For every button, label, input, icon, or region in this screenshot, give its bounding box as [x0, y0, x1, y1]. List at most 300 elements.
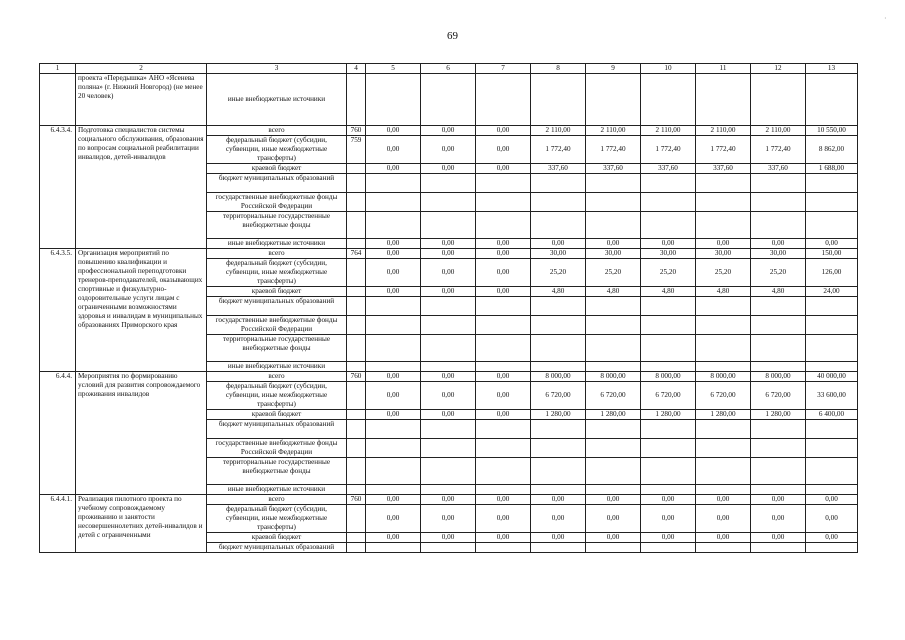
funding-source: федеральный бюджет (субсидии, субвенции, иные межбюджетные трансферты) [207, 136, 347, 164]
amount-cell: 0,00 [366, 505, 421, 533]
amount-cell [751, 362, 806, 372]
amount-cell [806, 458, 858, 485]
amount-cell: 25,20 [641, 259, 696, 287]
budget-row-total [40, 249, 858, 259]
grbs-code: 764 [347, 249, 366, 259]
amount-cell [751, 297, 806, 316]
amount-cell [366, 543, 421, 553]
grbs-code [347, 193, 366, 212]
amount-cell [421, 362, 476, 372]
column-number: 8 [531, 64, 586, 74]
amount-cell [696, 420, 751, 439]
amount-cell [751, 543, 806, 553]
grbs-code: 760 [347, 372, 366, 382]
amount-cell: 0,00 [421, 495, 476, 505]
amount-cell: 0,00 [476, 249, 531, 259]
section-code: 6.4.4.1. [40, 495, 76, 553]
grbs-code [347, 485, 366, 495]
amount-cell: 0,00 [476, 533, 531, 543]
amount-cell: 0,00 [421, 382, 476, 410]
activity-name: проекта «Передышка» АНО «Ясенева поляна» (г. Нижний Новгород) (не менее 20 человек) [76, 74, 207, 126]
amount-cell: 40 000,00 [806, 372, 858, 382]
amount-cell [421, 420, 476, 439]
grbs-code [347, 458, 366, 485]
amount-cell [751, 458, 806, 485]
amount-cell: 0,00 [476, 372, 531, 382]
amount-cell [641, 543, 696, 553]
amount-cell: 30,00 [751, 249, 806, 259]
amount-cell: 6 400,00 [806, 410, 858, 420]
amount-cell: 126,00 [806, 259, 858, 287]
funding-source: территориальные государственные внебюджетные фонды [207, 212, 347, 239]
amount-cell: 2 110,00 [531, 126, 586, 136]
grbs-code [347, 164, 366, 174]
amount-cell [641, 174, 696, 193]
amount-cell: 0,00 [586, 239, 641, 249]
amount-cell: 337,60 [531, 164, 586, 174]
amount-cell: 1 280,00 [641, 410, 696, 420]
amount-cell: 1 772,40 [531, 136, 586, 164]
amount-cell [641, 362, 696, 372]
grbs-code [347, 505, 366, 533]
section-code: 6.4.3.5. [40, 249, 76, 372]
column-number: 6 [421, 64, 476, 74]
grbs-code [347, 439, 366, 458]
amount-cell [586, 174, 641, 193]
funding-source: государственные внебюджетные фонды Российской Федерации [207, 439, 347, 458]
amount-cell: 0,00 [696, 239, 751, 249]
amount-cell [421, 193, 476, 212]
funding-source: краевой бюджет [207, 287, 347, 297]
amount-cell: 0,00 [421, 164, 476, 174]
amount-cell: 0,00 [421, 239, 476, 249]
amount-cell [366, 193, 421, 212]
amount-cell: 0,00 [806, 495, 858, 505]
amount-cell: 0,00 [531, 505, 586, 533]
amount-cell [806, 543, 858, 553]
amount-cell: 0,00 [421, 259, 476, 287]
section-name: Подготовка специалистов системы социального обслуживания, образования по вопросам социальной реабилитации инвалидов, детей-инвалидов [76, 126, 207, 249]
amount-cell [641, 485, 696, 495]
amount-cell [586, 335, 641, 362]
amount-cell: 0,00 [476, 239, 531, 249]
amount-cell: 0,00 [751, 505, 806, 533]
funding-source: всего [207, 495, 347, 505]
amount-cell: 0,00 [476, 259, 531, 287]
grbs-code [347, 259, 366, 287]
amount-cell: 33 600,00 [806, 382, 858, 410]
amount-cell: 0,00 [476, 164, 531, 174]
amount-cell: 0,00 [641, 495, 696, 505]
grbs-code: 760 [347, 126, 366, 136]
amount-cell [641, 193, 696, 212]
amount-cell: 0,00 [641, 533, 696, 543]
amount-cell [531, 335, 586, 362]
column-number: 2 [76, 64, 207, 74]
budget-row-total [40, 372, 858, 382]
amount-cell [586, 362, 641, 372]
grbs-code [347, 382, 366, 410]
column-number: 4 [347, 64, 366, 74]
amount-cell: 0,00 [366, 495, 421, 505]
section-name: Реализация пилотного проекта по учебному сопровождаемому проживанию и занятости несовершеннолетних детей-инвалидов и детей с ограниченными [76, 495, 207, 553]
funding-source: федеральный бюджет (субсидии, субвенции, иные межбюджетные трансферты) [207, 505, 347, 533]
amount-cell: 0,00 [641, 505, 696, 533]
amount-cell: 0,00 [531, 495, 586, 505]
grbs-code [347, 316, 366, 335]
amount-cell [806, 420, 858, 439]
amount-cell [366, 458, 421, 485]
amount-cell [806, 212, 858, 239]
amount-cell: 8 862,00 [806, 136, 858, 164]
amount-cell: 0,00 [751, 533, 806, 543]
column-number: 11 [696, 64, 751, 74]
grbs-code: 760 [347, 495, 366, 505]
grbs-code: 759 [347, 136, 366, 164]
amount-cell: 30,00 [641, 249, 696, 259]
amount-cell: 0,00 [421, 287, 476, 297]
column-number: 13 [806, 64, 858, 74]
column-number: 9 [586, 64, 641, 74]
amount-cell: 1 280,00 [586, 410, 641, 420]
amount-cell [751, 420, 806, 439]
amount-cell [531, 485, 586, 495]
amount-cell: 0,00 [366, 164, 421, 174]
amount-cell [421, 458, 476, 485]
amount-cell [476, 362, 531, 372]
funding-source: территориальные государственные внебюджетные фонды [207, 335, 347, 362]
amount-cell: 6 720,00 [641, 382, 696, 410]
amount-cell [586, 316, 641, 335]
amount-cell: 0,00 [366, 372, 421, 382]
funding-source: всего [207, 126, 347, 136]
funding-source: бюджет муниципальных образований [207, 543, 347, 553]
grbs-cell [347, 74, 366, 126]
amount-cell [366, 297, 421, 316]
amount-cell [531, 362, 586, 372]
amount-cell [586, 458, 641, 485]
amount-cell [421, 335, 476, 362]
amount-cell: 0,00 [366, 382, 421, 410]
amount-cell: 0,00 [476, 410, 531, 420]
amount-cell [366, 335, 421, 362]
amount-cell [641, 335, 696, 362]
amount-cell [421, 485, 476, 495]
amount-cell [806, 362, 858, 372]
amount-cell: 1 280,00 [531, 410, 586, 420]
grbs-code [347, 212, 366, 239]
funding-source: федеральный бюджет (субсидии, субвенции, иные межбюджетные трансферты) [207, 259, 347, 287]
amount-cell [476, 439, 531, 458]
amount-cell [696, 212, 751, 239]
amount-cell [641, 212, 696, 239]
amount-cell: 0,00 [751, 239, 806, 249]
amount-cell [586, 439, 641, 458]
amount-cell: 1 688,00 [806, 164, 858, 174]
amount-cell: 0,00 [806, 239, 858, 249]
amount-cell [696, 362, 751, 372]
funding-source: бюджет муниципальных образований [207, 297, 347, 316]
funding-source: краевой бюджет [207, 533, 347, 543]
amount-cell [641, 458, 696, 485]
column-number: 1 [40, 64, 76, 74]
amount-cell: 0,00 [476, 136, 531, 164]
amount-cell: 6 720,00 [586, 382, 641, 410]
funding-source: бюджет муниципальных образований [207, 420, 347, 439]
amount-cell: 1 772,40 [641, 136, 696, 164]
amount-cell [366, 174, 421, 193]
amount-cell: 0,00 [366, 259, 421, 287]
column-number: 7 [476, 64, 531, 74]
amount-cell: 0,00 [476, 287, 531, 297]
amount-cell [531, 439, 586, 458]
amount-cell [586, 485, 641, 495]
amount-cell: 25,20 [531, 259, 586, 287]
section-code: 6.4.3.4. [40, 126, 76, 249]
amount-cell: 0,00 [806, 533, 858, 543]
funding-source: иные внебюджетные источники [207, 485, 347, 495]
amount-cell [531, 193, 586, 212]
grbs-code [347, 335, 366, 362]
funding-source: территориальные государственные внебюджетные фонды [207, 458, 347, 485]
amount-cell [806, 174, 858, 193]
amount-cell [476, 485, 531, 495]
funding-source: бюджет муниципальных образований [207, 174, 347, 193]
amount-cell: 0,00 [421, 136, 476, 164]
amount-cell [421, 212, 476, 239]
amount-cell [751, 335, 806, 362]
amount-cell: 0,00 [366, 136, 421, 164]
amount-cell: 1 280,00 [696, 410, 751, 420]
amount-cell: 337,60 [586, 164, 641, 174]
amount-cell: 0,00 [696, 533, 751, 543]
amount-cell: 337,60 [751, 164, 806, 174]
amount-cell: 1 772,40 [586, 136, 641, 164]
amount-cell: 30,00 [531, 249, 586, 259]
amount-cell [366, 420, 421, 439]
amount-cell: 25,20 [586, 259, 641, 287]
amount-cell: 4,80 [641, 287, 696, 297]
amount-cell [366, 212, 421, 239]
amount-cell [421, 543, 476, 553]
amount-cell [696, 485, 751, 495]
amount-cell [586, 543, 641, 553]
amount-cell: 10 550,00 [806, 126, 858, 136]
grbs-code [347, 543, 366, 553]
amount-cell: 25,20 [751, 259, 806, 287]
amount-cell [641, 420, 696, 439]
amount-cell: 0,00 [366, 239, 421, 249]
grbs-code [347, 420, 366, 439]
amount-cell: 25,20 [696, 259, 751, 287]
page-number: 69 [447, 30, 458, 42]
funding-source: иные внебюджетные источники [207, 239, 347, 249]
amount-cell: 1 772,40 [751, 136, 806, 164]
amount-cell: 150,00 [806, 249, 858, 259]
amount-cell: 6 720,00 [751, 382, 806, 410]
amount-cell: 8 000,00 [751, 372, 806, 382]
funding-source: всего [207, 372, 347, 382]
budget-row-total [40, 495, 858, 505]
amount-cell: 4,80 [531, 287, 586, 297]
column-number: 3 [207, 64, 347, 74]
amount-cell [696, 297, 751, 316]
amount-cell: 0,00 [476, 382, 531, 410]
amount-cell: 8 000,00 [641, 372, 696, 382]
funding-source: краевой бюджет [207, 410, 347, 420]
amount-cell: 0,00 [421, 410, 476, 420]
amount-cell: 0,00 [531, 533, 586, 543]
amount-cell: 4,80 [696, 287, 751, 297]
amount-cell [696, 174, 751, 193]
amount-cell: 0,00 [366, 287, 421, 297]
amount-cell: 0,00 [366, 126, 421, 136]
funding-source: иные внебюджетные источники [207, 362, 347, 372]
amount-cell [476, 212, 531, 239]
amount-cell: 0,00 [366, 249, 421, 259]
amount-cell [751, 212, 806, 239]
amount-cell: 2 110,00 [751, 126, 806, 136]
amount-cell: 30,00 [696, 249, 751, 259]
amount-cell [421, 174, 476, 193]
amount-cell [806, 335, 858, 362]
amount-cell: 2 110,00 [696, 126, 751, 136]
funding-source: краевой бюджет [207, 164, 347, 174]
amount-cell: 0,00 [586, 495, 641, 505]
amount-cell [476, 543, 531, 553]
amount-cell: 0,00 [751, 495, 806, 505]
amount-cell: 1 280,00 [751, 410, 806, 420]
funding-source: всего [207, 249, 347, 259]
amount-cell: 0,00 [476, 126, 531, 136]
amount-cell [476, 174, 531, 193]
amount-cell [641, 439, 696, 458]
grbs-code [347, 533, 366, 543]
budget-table [39, 63, 858, 553]
amount-cell [751, 439, 806, 458]
amount-cell: 0,00 [476, 505, 531, 533]
amount-cell [641, 316, 696, 335]
amount-cell [366, 316, 421, 335]
budget-row-total [40, 126, 858, 136]
scan-mark: · [884, 14, 887, 23]
amount-cell [531, 420, 586, 439]
amount-cell [586, 297, 641, 316]
amount-cell [476, 458, 531, 485]
amount-cell: 6 720,00 [696, 382, 751, 410]
amount-cell: 337,60 [641, 164, 696, 174]
amount-cell [751, 174, 806, 193]
amount-cell: 337,60 [696, 164, 751, 174]
amount-cell [806, 316, 858, 335]
amount-cell: 0,00 [421, 249, 476, 259]
amount-cell: 0,00 [366, 410, 421, 420]
amount-cell [696, 316, 751, 335]
amount-cell [696, 439, 751, 458]
funding-source: государственные внебюджетные фонды Российской Федерации [207, 316, 347, 335]
amount-cell: 0,00 [421, 505, 476, 533]
amount-cell: 0,00 [806, 505, 858, 533]
amount-cell [641, 297, 696, 316]
amount-cell: 0,00 [586, 533, 641, 543]
amount-cell [806, 297, 858, 316]
amount-cell [476, 420, 531, 439]
amount-cell: 0,00 [421, 372, 476, 382]
amount-cell: 0,00 [696, 495, 751, 505]
column-number: 12 [751, 64, 806, 74]
funding-source: государственные внебюджетные фонды Российской Федерации [207, 193, 347, 212]
amount-cell [806, 485, 858, 495]
amount-cell: 8 000,00 [696, 372, 751, 382]
amount-cell: 30,00 [586, 249, 641, 259]
amount-cell [531, 543, 586, 553]
amount-cell [751, 193, 806, 212]
amount-cell [421, 439, 476, 458]
amount-cell [366, 439, 421, 458]
amount-cell: 0,00 [366, 533, 421, 543]
amount-cell: 0,00 [531, 239, 586, 249]
amount-cell: 0,00 [421, 533, 476, 543]
grbs-code [347, 239, 366, 249]
grbs-code [347, 287, 366, 297]
amount-cell [586, 193, 641, 212]
amount-cell: 2 110,00 [586, 126, 641, 136]
amount-cell: 8 000,00 [531, 372, 586, 382]
amount-cell: 0,00 [641, 239, 696, 249]
amount-cell [366, 362, 421, 372]
continuation-row [40, 74, 858, 126]
amount-cell [476, 335, 531, 362]
amount-cell [696, 335, 751, 362]
amount-cell [806, 193, 858, 212]
grbs-code [347, 297, 366, 316]
amount-cell [421, 316, 476, 335]
amount-cell: 24,00 [806, 287, 858, 297]
amount-cell: 2 110,00 [641, 126, 696, 136]
amount-cell [696, 193, 751, 212]
column-number: 5 [366, 64, 421, 74]
amount-cell: 4,80 [586, 287, 641, 297]
amount-cell [531, 458, 586, 485]
amount-cell: 0,00 [586, 505, 641, 533]
amount-cell [531, 212, 586, 239]
amount-cell [586, 420, 641, 439]
column-number-row [40, 64, 858, 74]
amount-cell [366, 485, 421, 495]
amount-cell [531, 297, 586, 316]
amount-cell: 8 000,00 [586, 372, 641, 382]
amount-cell [476, 316, 531, 335]
amount-cell: 1 772,40 [696, 136, 751, 164]
amount-cell [806, 439, 858, 458]
amount-cell [696, 543, 751, 553]
funding-source: иные внебюджетные источники [207, 74, 347, 126]
amount-cell: 0,00 [421, 126, 476, 136]
grbs-code [347, 362, 366, 372]
grbs-code [347, 410, 366, 420]
amount-cell [421, 297, 476, 316]
amount-cell: 0,00 [696, 505, 751, 533]
section-name: Мероприятия по формированию условий для развития сопровождаемого проживания инвалидов [76, 372, 207, 495]
section-code: 6.4.4. [40, 372, 76, 495]
amount-cell [531, 316, 586, 335]
amount-cell [696, 458, 751, 485]
amount-cell [476, 193, 531, 212]
amount-cell [531, 174, 586, 193]
section-name: Организация мероприятий по повышению квалификации и профессиональной переподготовки тренеров-преподавателей, оказывающих спортивные и физкультурно-оздоровительные услуги лицам с ограниченными возможностями здоровья и инвалидам в муниципальных образованиях Приморского края [76, 249, 207, 372]
amount-cell [476, 297, 531, 316]
amount-cell: 0,00 [476, 495, 531, 505]
